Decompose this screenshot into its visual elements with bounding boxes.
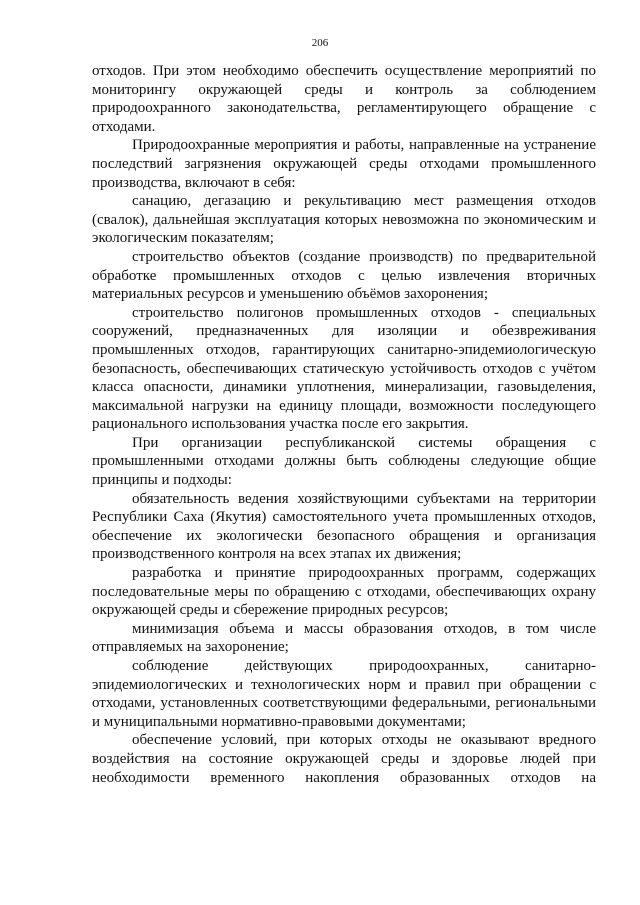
body-text	[92, 62, 596, 787]
list-item-programs: разработка и принятие природоохранных программ, содержащих последовательные меры по обращению с отходами, обеспечивающих охрану окружающей среды и сбережение природных ресурсов;	[92, 565, 596, 619]
paragraph-continuation: отходов. При этом необходимо обеспечить осуществление мероприятий по мониторингу окружающей среды и контроль за соблюдением природоохранного законодательства, регламентирующего обращение с отходами.	[92, 63, 596, 135]
paragraph-intro: Природоохранные мероприятия и работы, направленные на устранение последствий загрязнения окружающей среды отходами промышленного производства, включают в себя:	[92, 137, 596, 191]
list-item-conditions: обеспечение условий, при которых отходы не оказывают вредного воздействия на состояние окружающей среды и здоровье людей при необходимости временного накопления образованных отходов на	[92, 732, 596, 786]
list-item-minimization: минимизация объема и массы образования отходов, в том числе отправляемых на захоронение;	[92, 620, 596, 656]
list-item-landfills: строительство полигонов промышленных отходов - специальных сооружений, предназначенных для изоляции и обезвреживания промышленных отходов, гарантирующих санитарно-эпидемиологическую безопасность, обеспечивающих статическую устойчивость отходов с учётом класса опасности, динамики уплотнения, минерализации, газовыделения, максимальной нагрузки на единицу площади, возможности последующего рационального использования участка после его закрытия.	[92, 304, 596, 433]
list-item-processing-facilities: строительство объектов (создание производств) по предварительной обработке промышленных отходов с целью извлечения вторичных материальных ресурсов и уменьшению объёмов захоронения;	[92, 248, 596, 303]
page-number: 206	[311, 37, 329, 49]
paragraph-principles: При организации республиканской системы обращения с промышленными отходами должны быть соблюдены следующие общие принципы и подходы:	[92, 434, 596, 489]
list-item-sanitation: санацию, дегазацию и рекультивацию мест размещения отходов (свалок), дальнейшая эксплуатация которых невозможна по экономическим и экологическим показателям;	[92, 193, 596, 247]
list-item-compliance: соблюдение действующих природоохранных, санитарно-эпидемиологических и технологических норм и правил при обращении с отходами, установленных соответствующими федеральными, региональными и муниципальными нормативно-правовыми документами;	[92, 658, 596, 730]
list-item-accounting: обязательность ведения хозяйствующими субъектами на территории Республики Саха (Якутия) самостоятельного учета промышленных отходов, обеспечение их экологически безопасного обращения и организация производственного контроля на всех этапах их движения;	[92, 490, 596, 563]
